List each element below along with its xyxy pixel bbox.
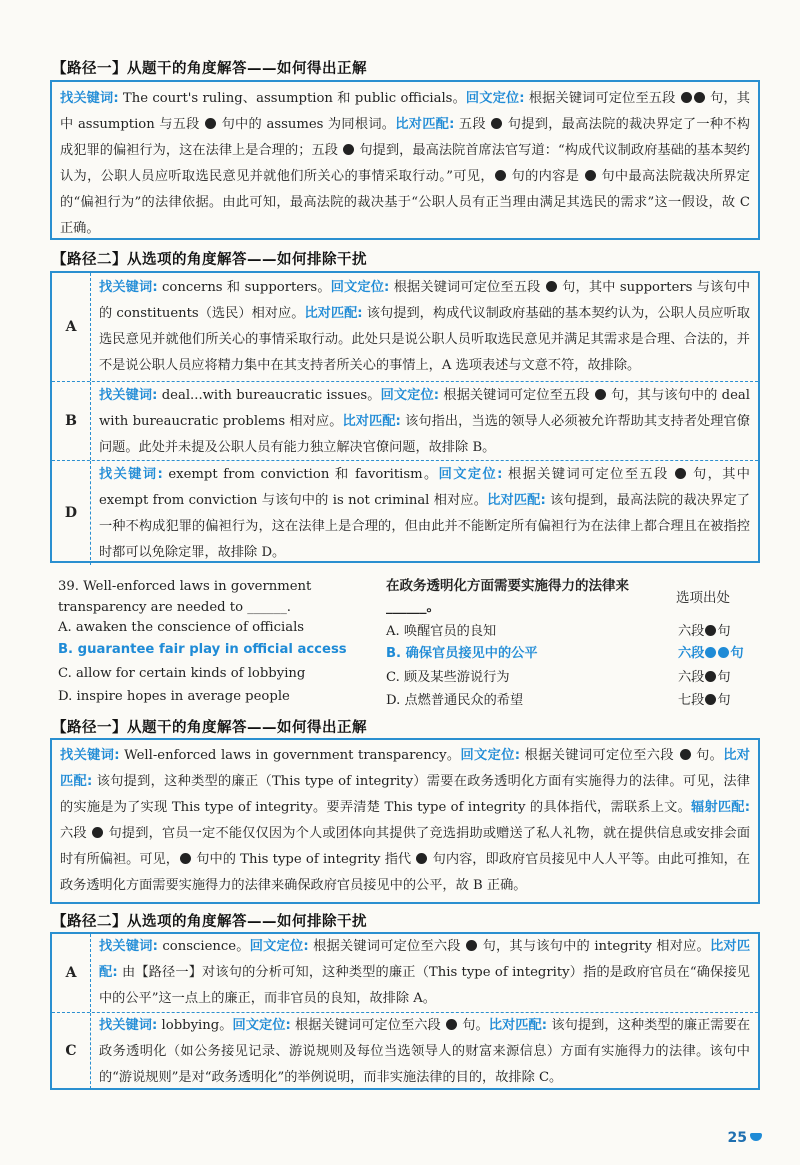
text: 该句提到，最高法院的裁决界定了一种不构成犯罪的偏袒行为，这在法律上是合理的，但由此并不能断定所有偏袒行为在法律上都合理且在被指控时都可以免除定罪，故排除 D。 (99, 493, 750, 560)
option-row-d (52, 461, 758, 565)
path2-header-q39: 【路径二】从选项的角度解答——如何排除干扰 (52, 914, 367, 930)
option-row-a (52, 273, 758, 382)
src-para: 六段 (678, 646, 705, 661)
kw-locate: 回文定位: (232, 1018, 291, 1033)
graduation-cap-icon (750, 1133, 762, 1141)
path2-header: 【路径二】从选项的角度解答——如何排除干扰 (52, 252, 367, 268)
q39-option-d-src (678, 689, 731, 708)
q39-stem-en: 39. Well-enforced laws in government transparency are needed to ______. (58, 579, 312, 615)
kw-find: 找关键词: (60, 91, 119, 106)
text: 五段 (454, 117, 491, 132)
sentence-marker-icon (585, 170, 596, 181)
kw-locate: 回文定位: (460, 748, 521, 763)
kw-locate: 回文定位: (438, 467, 503, 482)
text: 该句提到，这种类型的廉正（This type of integrity）需要在政务透明化方面有实施得力的法律。可见，法律的实施是为了实现 This type of integrity。要弄清楚 This type of integrity 的具体指代，需联系上文。 (60, 774, 750, 815)
q39-path1-box (50, 738, 760, 904)
option-letter: D (52, 461, 91, 565)
text: 根据关键词可定位至五段 (502, 467, 675, 482)
option-text (91, 461, 758, 565)
kw-find: 找关键词: (99, 939, 158, 954)
text: 该句提到，构成代议制政府基础的基本契约认为，公职人员应听取选民意见并就他们所关心的事情采取行动。此处只是说公职人员听取选民意见并满足其需求是合理、合法的，并不是说公职人员应将精力集中在其支持者所关心的事情上，A 选项表述与文意不符，故排除。 (99, 306, 750, 373)
q39-path1-text (60, 743, 750, 899)
q38-path1-text (60, 86, 750, 242)
sentence-marker-icon (546, 281, 557, 292)
option-text (91, 1013, 758, 1089)
text: 句，其与该句中的 integrity 相对应。 (478, 939, 710, 954)
src-para: 七段 (678, 693, 705, 708)
kw-locate: 回文定位: (465, 91, 525, 106)
text: conscience。 (157, 939, 250, 954)
text: concerns 和 supporters。 (157, 280, 331, 295)
src-suffix: 句 (717, 624, 731, 639)
kw-locate: 回文定位: (380, 388, 440, 403)
text: 句中的 This type of integrity 指代 (192, 852, 416, 867)
sentence-marker-icon (446, 1019, 457, 1030)
option-row-c (52, 1013, 758, 1089)
sentence-marker-icon (718, 647, 729, 658)
text: lobbying。 (157, 1018, 233, 1033)
q39-option-d-en: D. inspire hopes in average people (58, 689, 290, 704)
text: 句的内容是 (506, 169, 584, 184)
text: 句提到，最高法院首席法官写道：“构成代议制政府基础的基本契约认为，公职人员应听取选民意见并就他们所关心的事情采取行动。”可见， (60, 143, 750, 184)
sentence-marker-icon (705, 625, 716, 636)
text: 由【路径一】对该句的分析可知，这种类型的廉正（This type of integrity）指的是政府官员在“确保接见中的公平”这一点上的廉正，而非官员的良知，故排除 A。 (99, 965, 750, 1006)
text: 根据关键词可定位至六段 (308, 939, 466, 954)
src-suffix: 句 (717, 693, 731, 708)
option-text (91, 273, 758, 381)
text: 句。 (691, 748, 724, 763)
text: 根据关键词可定位至五段 (439, 388, 594, 403)
q39-stem-cn: 在政务透明化方面需要实施得力的法律来______。 (386, 578, 629, 615)
q39-option-a-cn: A. 唤醒官员的良知 (386, 624, 497, 639)
path1-header: 【路径一】从题干的角度解答——如何得出正解 (52, 61, 367, 77)
text: 句，其与该句中的 deal with bureaucratic problems 相对应。 (99, 388, 750, 429)
q39-path2-box (50, 932, 760, 1090)
text: 该句指出，当选的领导人必须被允许帮助其支持者处理官僚问题。此处并未提及公职人员有能力独立解决官僚问题，故排除 B。 (99, 414, 750, 455)
option-letter: A (52, 934, 91, 1012)
sentence-marker-icon (92, 827, 103, 838)
kw-match: 比对匹配: (487, 493, 546, 508)
text: 句。 (458, 1018, 489, 1033)
q39-option-b-src (678, 642, 744, 661)
kw-match: 比对匹配: (60, 748, 750, 789)
q39-option-a-en: A. awaken the conscience of officials (58, 620, 305, 635)
text: 六段 (60, 826, 92, 841)
option-letter: B (52, 382, 91, 460)
sentence-marker-icon (491, 118, 502, 129)
text: 根据关键词可定位至五段 (524, 91, 680, 106)
q39-option-a-src (678, 620, 731, 639)
option-row-b (52, 382, 758, 461)
sentence-marker-icon (705, 694, 716, 705)
option-letter: C (52, 1013, 91, 1089)
kw-find: 找关键词: (99, 1018, 158, 1033)
src-para: 六段 (678, 624, 705, 639)
q39-col-header: 选项出处 (676, 590, 730, 606)
q39-option-d-cn: D. 点燃普通民众的希望 (386, 693, 524, 708)
path1-header-q39: 【路径一】从题干的角度解答——如何得出正解 (52, 720, 367, 736)
q38-path1-box (50, 80, 760, 240)
kw-match: 比对匹配: (488, 1018, 548, 1033)
q39-option-b-cn: B. 确保官员接见中的公平 (386, 646, 538, 661)
text: 根据关键词可定位至五段 (389, 280, 545, 295)
q38-path2-box (50, 271, 760, 563)
kw-find: 找关键词: (60, 748, 120, 763)
option-row-a (52, 934, 758, 1013)
sentence-marker-icon (343, 144, 354, 155)
kw-match: 比对匹配: (342, 414, 401, 429)
text: exempt from conviction 和 favoritism。 (162, 467, 439, 482)
kw-match: 比对匹配: (395, 117, 455, 132)
text: 根据关键词可定位至六段 (520, 748, 679, 763)
sentence-marker-icon (416, 853, 427, 864)
kw-find: 找关键词: (99, 280, 158, 295)
src-para: 六段 (678, 670, 705, 685)
sentence-marker-icon (705, 671, 716, 682)
q39-option-b-en: B. guarantee fair play in official access (58, 642, 347, 657)
kw-find: 找关键词: (99, 388, 158, 403)
kw-radiate: 辐射匹配: (691, 800, 750, 815)
sentence-marker-icon (675, 468, 686, 479)
option-letter: A (52, 273, 91, 381)
src-suffix: 句 (730, 646, 744, 661)
option-text (91, 382, 758, 460)
q39-option-c-en: C. allow for certain kinds of lobbying (58, 666, 306, 681)
kw-match: 比对匹配: (304, 306, 363, 321)
text: Well-enforced laws in government transparency。 (119, 748, 461, 763)
kw-locate: 回文定位: (249, 939, 309, 954)
text: 该句提到，这种类型的廉正需要在政务透明化（如公务接见记录、游说规则及每位当选领导人的财富来源信息）方面有实施得力的法律。该句中的“游说规则”是对“政务透明化”的举例说明，而非实施法律的目的，故排除 C。 (99, 1018, 751, 1085)
text: 根据关键词可定位至六段 (290, 1018, 446, 1033)
text: 句中最高法院裁决所界定的“偏袒行为”的法律依据。由此可知，最高法院的裁决基于“公职人员有正当理由满足其选民的需求”这一假设，故 C 正确。 (60, 169, 750, 236)
page-number-text: 25 (727, 1130, 747, 1146)
text: 句中的 assumes 为同根词。 (217, 117, 396, 132)
text: The court's ruling、assumption 和 public officials。 (118, 91, 466, 106)
text: 句，其中 exempt from conviction 与该句中的 is not criminal 相对应。 (99, 467, 750, 508)
sentence-marker-icon (681, 92, 692, 103)
q39-option-c-cn: C. 顾及某些游说行为 (386, 670, 510, 685)
sentence-marker-icon (180, 853, 191, 864)
src-suffix: 句 (717, 670, 731, 685)
kw-locate: 回文定位: (330, 280, 390, 295)
q39-option-c-src (678, 666, 731, 685)
text: 句提到，最高法院的裁决界定了一种不构成犯罪的偏袒行为，这在法律上是合理的；五段 (60, 117, 750, 158)
text: 句内容，即政府官员接见中人人平等。由此可推知，在政务透明化方面需要实施得力的法律来确保政府官员接见中的公平，故 B 正确。 (60, 852, 750, 893)
option-text (91, 934, 758, 1012)
text: 句提到，官员一定不能仅仅因为个人或团体向其提供了竞选捐助或赠送了私人礼物，就在提供信息或安排会面时有所偏袒。可见， (60, 826, 751, 867)
page-number (728, 1130, 762, 1146)
sentence-marker-icon (680, 749, 691, 760)
sentence-marker-icon (205, 118, 216, 129)
kw-match: 比对匹配: (99, 939, 751, 980)
sentence-marker-icon (705, 647, 716, 658)
text: deal...with bureaucratic issues。 (157, 388, 381, 403)
kw-find: 找关键词: (99, 467, 163, 482)
sentence-marker-icon (595, 389, 606, 400)
text: 句，其中 supporters 与该句中的 constituents（选民）相对应。 (99, 280, 751, 321)
sentence-marker-icon (694, 92, 705, 103)
text: 句，其中 assumption 与五段 (60, 91, 750, 132)
sentence-marker-icon (466, 940, 477, 951)
sentence-marker-icon (495, 170, 506, 181)
